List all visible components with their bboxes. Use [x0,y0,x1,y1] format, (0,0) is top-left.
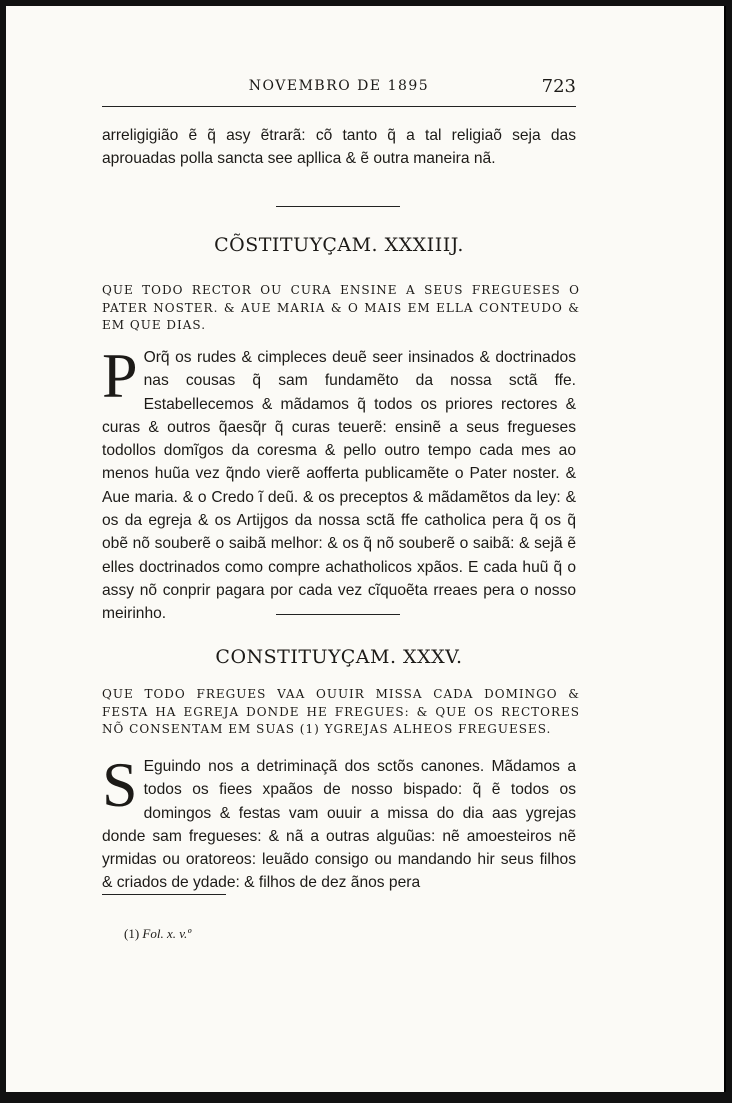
footnote [124,926,191,942]
section-title: CÕSTITUYÇAM. XXXIIIJ. [214,234,464,256]
section-divider [276,614,400,615]
section-body-text: Orq̃ os rudes & cimpleces deuẽ seer insinados & doctrinados nas cousas q̃ sam fundamẽto da nossa sctã ffe. Estabellecemos & mãdamos q̃ todos os priores rectores & curas & outros q̃aesq̃r q̃ curas teuerẽ: ensinẽ a seus fregueses todollos domĩgos da coresma & pello outro tempo cada mes ao menos huũa vez q̃ndo vierẽ aofferta publicamẽte o Pater noster. & Aue maria. & o Credo ĩ deũ. & os preceptos & mãdamẽtos da ley: & os da egreja & os Artijgos da nossa sctã ffe catholica pera q̃ os q̃ obẽ nõ souberẽ o saibã melhor: & os q̃ nõ souberẽ o saibã: & sejã ẽ elles doctrinados como compre achatholicos xpãos. E cada huũ q̃ o assy nõ conprir pagara por cada vez cĩquoẽta rreaes pera o nosso meirinho. [102,349,576,623]
section-title: CONSTITUYÇAM. XXXV. [215,646,463,668]
section-summary: QUE TODO RECTOR OU CURA ENSINE A SEUS FREGUESES O PATER NOSTER. & AUE MARIA & O MAIS EM ELLA CONTEUDO & EM QUE DIAS. [102,283,580,332]
section-body [102,749,576,895]
footnote-rule [102,894,226,895]
header-rule [102,106,576,107]
section-body-text: Eguindo nos a detriminaçã dos sctõs canones. Mãdamos a todos os fiees xpaãos de nosso bispado: q̃ ẽ todos os domingos & festas vam ouuir a missa do dia aas ygrejas donde sam fregueses: & nã a outras alguũas: nẽ amoesteiros nẽ yrmidas ou oratoreos: leuãdo consigo ou mandando hir seus filhos & criados de ydade: & filhos de dez ãnos pera [102,758,576,892]
running-header [102,76,576,104]
section-summary: QUE TODO FREGUES VAA OUUIR MISSA CADA DOMINGO & FESTA HA EGREJA DONDE HE FREGUES: & QUE OS RECTORES NÕ CONSENTAM EM SUAS (1) YGREJAS ALHEOS FREGUESES. [102,687,580,736]
drop-cap: P [102,340,138,411]
header-month-year: NOVEMBRO DE 1895 [248,78,430,94]
section-divider [276,206,400,207]
page-number: 723 [541,76,576,97]
footnote-marker: (1) [124,926,140,941]
footnote-text: Fol. x. v.º [142,926,192,941]
document-page [6,6,726,1092]
drop-cap: S [102,749,138,820]
intro-paragraph: arreligigião ẽ q̃ asy ẽtrarã: cõ tanto q̃ a tal religiaõ seja das aprouadas polla sancta see apllica & ẽ outra maneira nã. [102,127,576,168]
section-body [102,340,576,626]
